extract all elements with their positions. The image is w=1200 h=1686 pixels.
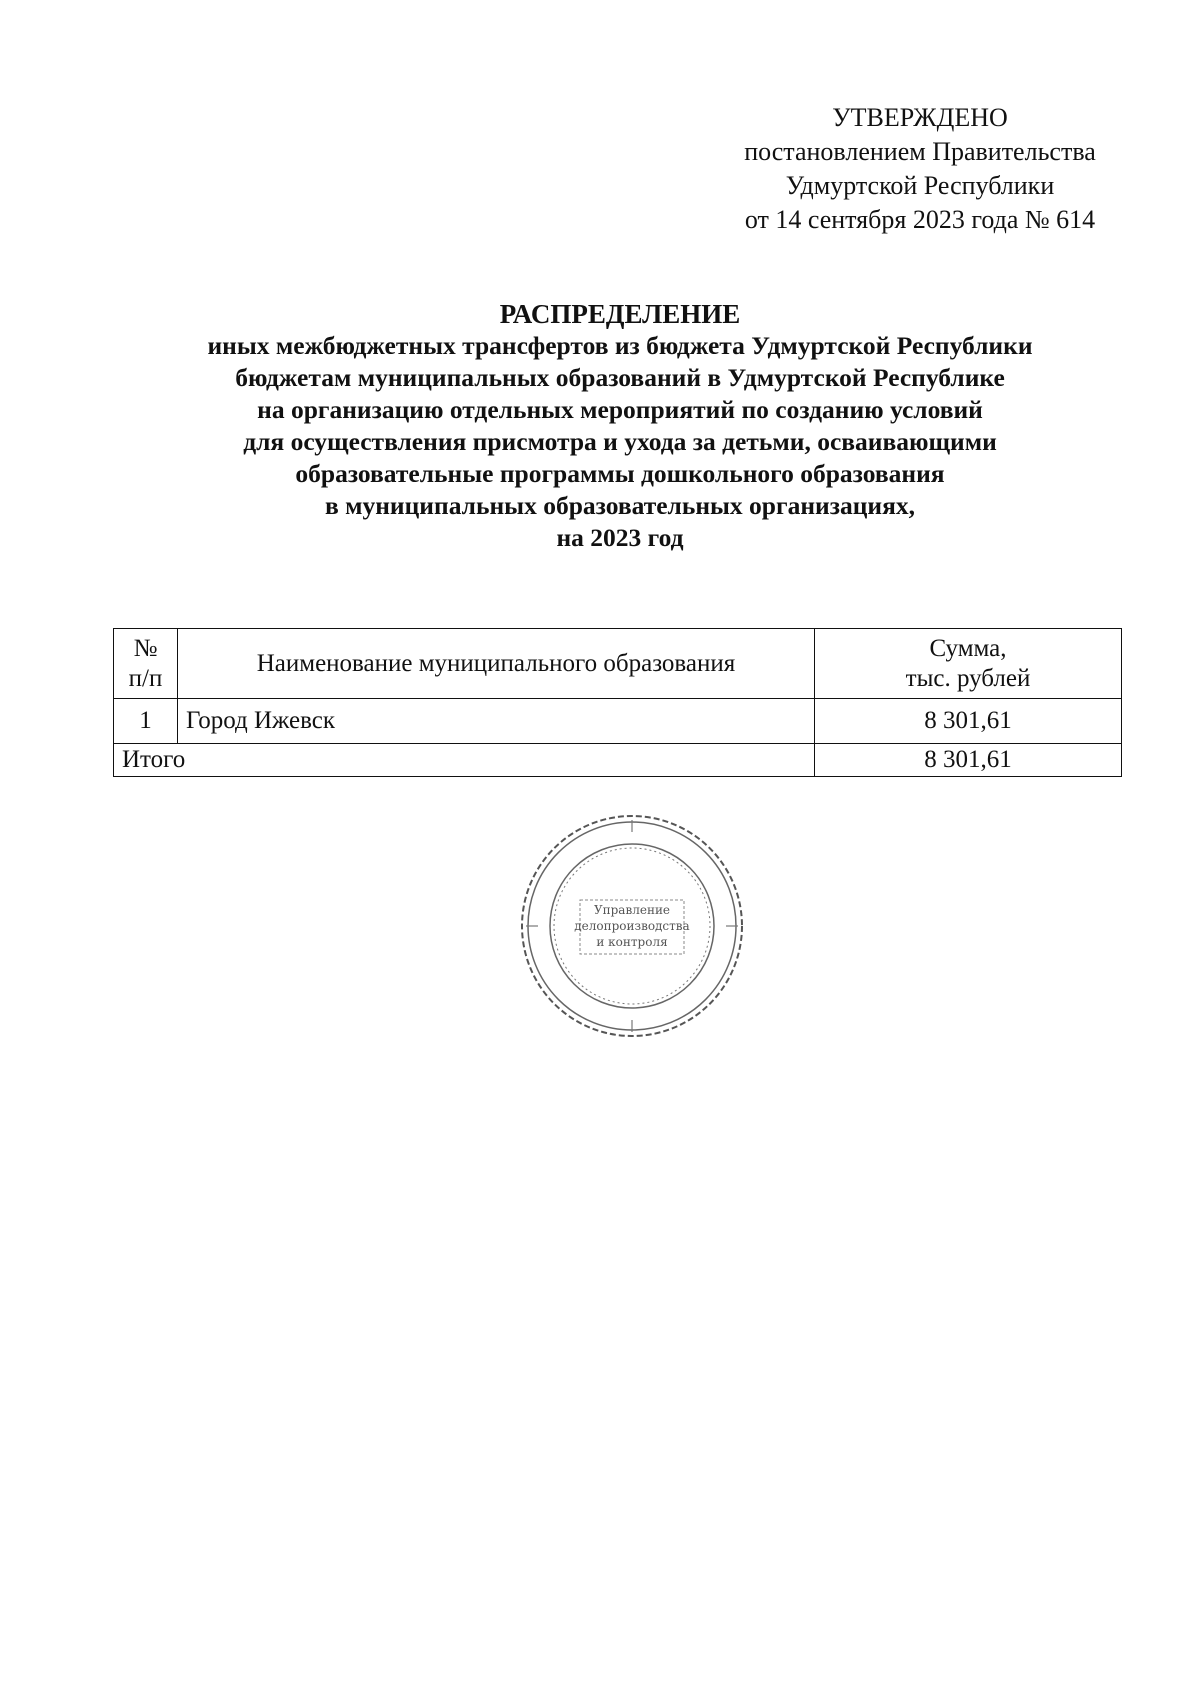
header-sum xyxy=(815,629,1122,699)
row-municipality-name: Город Ижевск xyxy=(178,699,815,744)
header-number-symbol: № xyxy=(133,634,158,662)
header-number xyxy=(114,629,178,699)
title-heading: РАСПРЕДЕЛЕНИЕ xyxy=(499,299,741,329)
table-header-row xyxy=(114,629,1122,699)
approval-resolution: постановлением Правительства xyxy=(744,137,1096,166)
table-total-row xyxy=(114,744,1122,777)
seal-text-line: делопроизводства xyxy=(574,919,690,933)
title-line: иных межбюджетных трансфертов из бюджета Удмуртской Республики xyxy=(207,331,1033,360)
approval-heading: УТВЕРЖДЕНО xyxy=(832,103,1008,132)
title-line: бюджетам муниципальных образований в Удмуртской Республике xyxy=(235,363,1005,392)
approval-block xyxy=(700,101,1140,237)
header-sum-label: Сумма, xyxy=(929,634,1007,662)
seal-text-line: Управление xyxy=(593,903,671,917)
header-sum-unit: тыс. рублей xyxy=(905,664,1031,692)
total-label: Итого xyxy=(114,744,815,777)
total-sum: 8 301,61 xyxy=(815,744,1122,777)
seal-image xyxy=(518,812,746,1040)
row-number: 1 xyxy=(114,699,178,744)
title-line: на организацию отдельных мероприятий по созданию условий xyxy=(257,395,983,424)
document-title xyxy=(80,298,1160,554)
header-number-label: п/п xyxy=(128,664,163,692)
approval-authority: Удмуртской Республики xyxy=(785,171,1055,200)
official-seal xyxy=(518,812,746,1040)
row-sum: 8 301,61 xyxy=(815,699,1122,744)
title-line: на 2023 год xyxy=(556,523,684,552)
title-line: в муниципальных образовательных организациях, xyxy=(324,491,916,520)
seal-text-line: и контроля xyxy=(596,935,668,949)
title-line: образовательные программы дошкольного образования xyxy=(295,459,945,488)
header-municipality-name: Наименование муниципального образования xyxy=(178,629,815,699)
approval-date-number: от 14 сентября 2023 года № 614 xyxy=(744,205,1096,234)
table-row xyxy=(114,699,1122,744)
distribution-table xyxy=(113,628,1122,777)
title-line: для осуществления присмотра и ухода за детьми, осваивающими xyxy=(243,427,997,456)
